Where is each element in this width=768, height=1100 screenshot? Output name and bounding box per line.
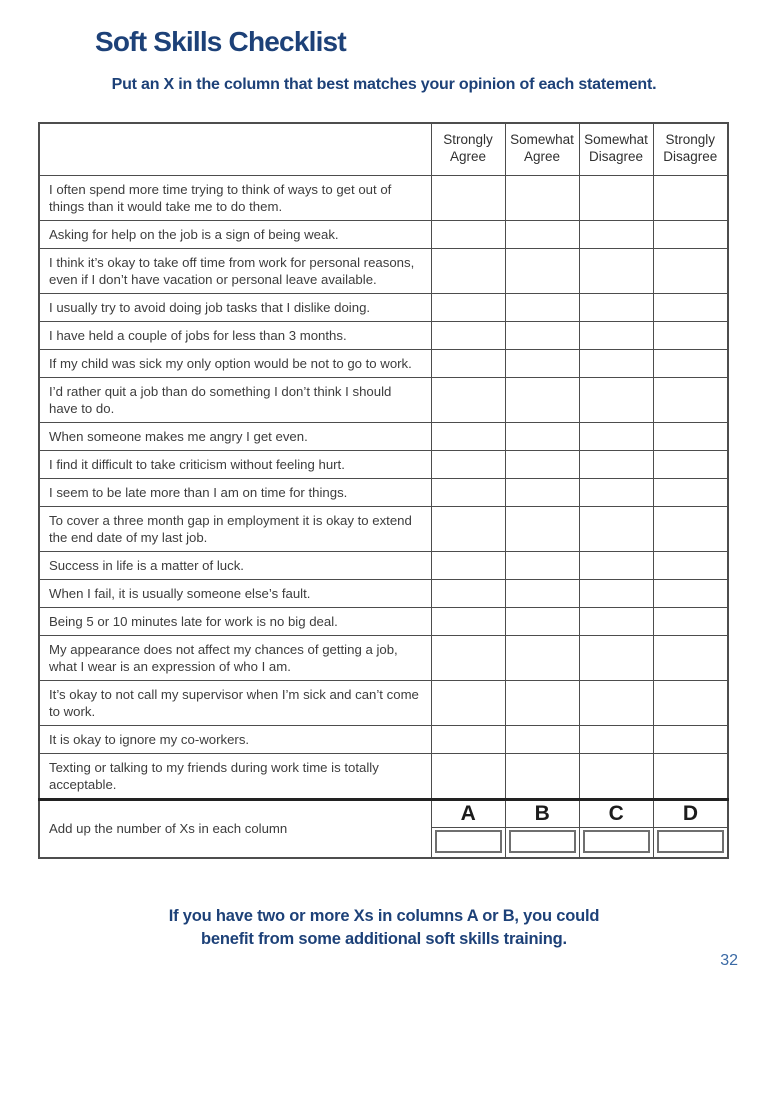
- answer-cell[interactable]: [431, 293, 505, 321]
- statement-row: [39, 450, 728, 478]
- answer-cell[interactable]: [579, 506, 653, 551]
- answer-cell[interactable]: [505, 321, 579, 349]
- answer-cell[interactable]: [505, 349, 579, 377]
- statement-text: To cover a three month gap in employment it is okay to extend the end date of my last job.: [39, 506, 431, 551]
- statement-row: [39, 680, 728, 725]
- answer-cell[interactable]: [579, 422, 653, 450]
- statement-text: I seem to be late more than I am on time for things.: [39, 478, 431, 506]
- statement-text: Being 5 or 10 minutes late for work is no big deal.: [39, 607, 431, 635]
- answer-cell[interactable]: [505, 478, 579, 506]
- answer-cell[interactable]: [653, 321, 728, 349]
- total-box-c[interactable]: [583, 830, 650, 853]
- column-header-somewhat-disagree: Somewhat Disagree: [579, 123, 653, 175]
- answer-cell[interactable]: [431, 248, 505, 293]
- statement-row: [39, 293, 728, 321]
- checklist-table-container: [38, 122, 728, 859]
- answer-cell[interactable]: [653, 175, 728, 220]
- answer-cell[interactable]: [579, 551, 653, 579]
- statement-row: [39, 175, 728, 220]
- statement-text: Texting or talking to my friends during work time is totally acceptable.: [39, 753, 431, 799]
- statement-row: [39, 349, 728, 377]
- answer-cell[interactable]: [579, 725, 653, 753]
- answer-cell[interactable]: [653, 248, 728, 293]
- column-letter-b: B: [506, 801, 579, 828]
- answer-cell[interactable]: [505, 220, 579, 248]
- total-box-d[interactable]: [657, 830, 725, 853]
- column-header-strongly-disagree: Strongly Disagree: [653, 123, 728, 175]
- statement-row: [39, 506, 728, 551]
- answer-cell[interactable]: [505, 680, 579, 725]
- statement-text: I find it difficult to take criticism without feeling hurt.: [39, 450, 431, 478]
- statements-body: [39, 175, 728, 799]
- statement-row: [39, 478, 728, 506]
- statement-row: [39, 635, 728, 680]
- answer-cell[interactable]: [431, 377, 505, 422]
- column-header-strongly-agree: Strongly Agree: [431, 123, 505, 175]
- statement-text: I have held a couple of jobs for less than 3 months.: [39, 321, 431, 349]
- answer-cell[interactable]: [653, 551, 728, 579]
- statement-text: Success in life is a matter of luck.: [39, 551, 431, 579]
- summary-cell-d: [653, 799, 728, 858]
- instruction-text: Put an X in the column that best matches your opinion of each statement.: [111, 76, 657, 93]
- answer-cell[interactable]: [653, 725, 728, 753]
- statement-text: It’s okay to not call my supervisor when I’m sick and can’t come to work.: [39, 680, 431, 725]
- answer-cell[interactable]: [579, 220, 653, 248]
- column-letter-c: C: [580, 801, 653, 828]
- statement-text: When I fail, it is usually someone else’s fault.: [39, 579, 431, 607]
- answer-cell[interactable]: [431, 635, 505, 680]
- answer-cell[interactable]: [431, 349, 505, 377]
- statement-text: I think it’s okay to take off time from work for personal reasons, even if I don’t have vacation or personal leave available.: [39, 248, 431, 293]
- answer-cell[interactable]: [653, 422, 728, 450]
- statement-column-header: [39, 123, 431, 175]
- footer-note: [0, 905, 768, 951]
- statement-row: [39, 321, 728, 349]
- statement-text: Asking for help on the job is a sign of being weak.: [39, 220, 431, 248]
- answer-cell[interactable]: [653, 607, 728, 635]
- answer-cell[interactable]: [653, 293, 728, 321]
- answer-cell[interactable]: [653, 478, 728, 506]
- answer-cell[interactable]: [431, 506, 505, 551]
- answer-cell[interactable]: [653, 506, 728, 551]
- summary-cell-a: [431, 799, 505, 858]
- summary-cell-b: [505, 799, 579, 858]
- answer-cell[interactable]: [579, 753, 653, 799]
- answer-cell[interactable]: [505, 175, 579, 220]
- answer-cell[interactable]: [505, 377, 579, 422]
- statement-text: I often spend more time trying to think of ways to get out of things than it would take me to do them.: [39, 175, 431, 220]
- statement-row: [39, 248, 728, 293]
- statement-text: I’d rather quit a job than do something I don’t think I should have to do.: [39, 377, 431, 422]
- answer-cell[interactable]: [505, 753, 579, 799]
- answer-cell[interactable]: [653, 579, 728, 607]
- answer-cell[interactable]: [653, 377, 728, 422]
- answer-cell[interactable]: [505, 422, 579, 450]
- column-header-somewhat-agree: Somewhat Agree: [505, 123, 579, 175]
- answer-cell[interactable]: [505, 579, 579, 607]
- answer-cell[interactable]: [579, 175, 653, 220]
- answer-cell[interactable]: [505, 551, 579, 579]
- statement-row: [39, 551, 728, 579]
- answer-cell[interactable]: [579, 450, 653, 478]
- answer-cell[interactable]: [653, 753, 728, 799]
- answer-cell[interactable]: [431, 680, 505, 725]
- column-letter-a: A: [432, 801, 505, 828]
- answer-cell[interactable]: [431, 579, 505, 607]
- answer-cell[interactable]: [579, 635, 653, 680]
- answer-cell[interactable]: [579, 607, 653, 635]
- answer-cell[interactable]: [431, 551, 505, 579]
- answer-cell[interactable]: [653, 450, 728, 478]
- answer-cell[interactable]: [579, 321, 653, 349]
- answer-cell[interactable]: [653, 220, 728, 248]
- statement-row: [39, 220, 728, 248]
- answer-cell[interactable]: [431, 422, 505, 450]
- summary-row: [39, 799, 728, 858]
- column-letter-d: D: [654, 801, 728, 828]
- answer-cell[interactable]: [505, 248, 579, 293]
- answer-cell[interactable]: [431, 220, 505, 248]
- total-box-b[interactable]: [509, 830, 576, 853]
- summary-cell-c: [579, 799, 653, 858]
- answer-cell[interactable]: [579, 248, 653, 293]
- answer-cell[interactable]: [505, 607, 579, 635]
- answer-cell[interactable]: [579, 349, 653, 377]
- answer-cell[interactable]: [505, 725, 579, 753]
- answer-cell[interactable]: [431, 725, 505, 753]
- statement-row: [39, 579, 728, 607]
- answer-cell[interactable]: [653, 349, 728, 377]
- answer-cell[interactable]: [505, 293, 579, 321]
- statement-row: [39, 607, 728, 635]
- answer-cell[interactable]: [431, 478, 505, 506]
- statement-text: When someone makes me angry I get even.: [39, 422, 431, 450]
- page-title: Soft Skills Checklist: [95, 26, 346, 57]
- answer-cell[interactable]: [653, 680, 728, 725]
- statement-row: [39, 725, 728, 753]
- answer-cell[interactable]: [431, 175, 505, 220]
- answer-cell[interactable]: [505, 506, 579, 551]
- checklist-table: [38, 122, 729, 859]
- page-number: 32: [720, 952, 738, 969]
- answer-cell[interactable]: [431, 321, 505, 349]
- summary-label: Add up the number of Xs in each column: [39, 799, 431, 858]
- statement-row: [39, 377, 728, 422]
- footer-note-line1: If you have two or more Xs in columns A or B, you could: [168, 907, 600, 925]
- answer-cell[interactable]: [579, 377, 653, 422]
- footer-note-line2: benefit from some additional soft skills training.: [201, 930, 567, 948]
- statement-row: [39, 422, 728, 450]
- answer-cell[interactable]: [505, 450, 579, 478]
- statement-row: [39, 753, 728, 799]
- answer-cell[interactable]: [579, 293, 653, 321]
- statement-text: My appearance does not affect my chances of getting a job, what I wear is an expression of who I am.: [39, 635, 431, 680]
- answer-cell[interactable]: [431, 753, 505, 799]
- answer-cell[interactable]: [505, 635, 579, 680]
- statement-text: I usually try to avoid doing job tasks that I dislike doing.: [39, 293, 431, 321]
- answer-cell[interactable]: [431, 607, 505, 635]
- answer-cell[interactable]: [579, 579, 653, 607]
- answer-cell[interactable]: [579, 680, 653, 725]
- table-header-row: [39, 123, 728, 175]
- answer-cell[interactable]: [579, 478, 653, 506]
- statement-text: It is okay to ignore my co-workers.: [39, 725, 431, 753]
- answer-cell[interactable]: [653, 635, 728, 680]
- statement-text: If my child was sick my only option would be not to go to work.: [39, 349, 431, 377]
- total-box-a[interactable]: [435, 830, 502, 853]
- answer-cell[interactable]: [431, 450, 505, 478]
